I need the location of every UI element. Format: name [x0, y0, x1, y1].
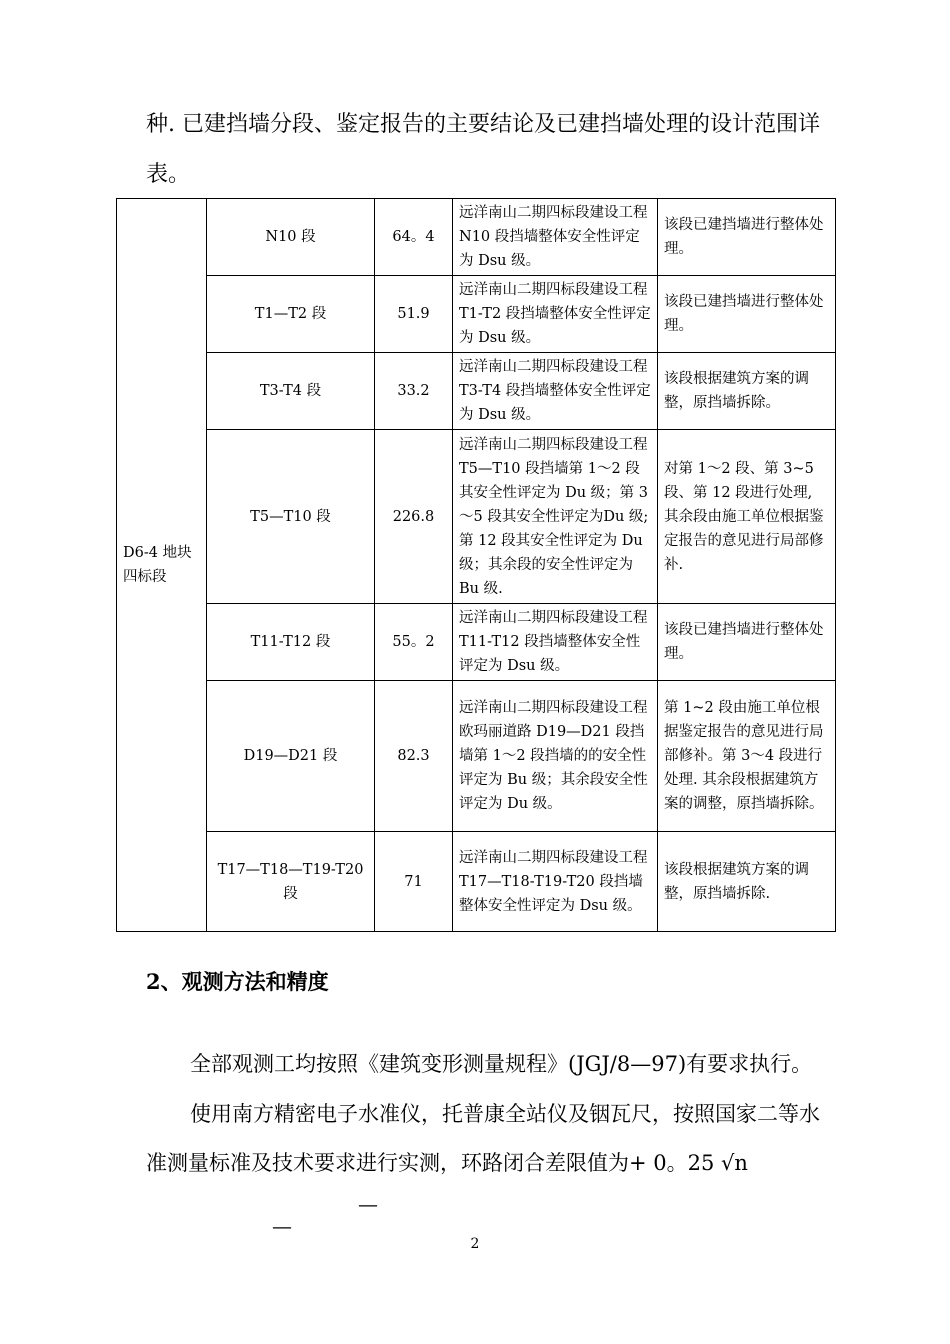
treatment-cell: 该段已建挡墙进行整体处理。: [658, 199, 836, 276]
table-row: [117, 353, 836, 430]
length-cell: 226.8: [375, 430, 453, 604]
treatment-cell: 该段根据建筑方案的调整，原挡墙拆除.: [658, 832, 836, 932]
length-cell: 71: [375, 832, 453, 932]
segment-cell: T5—T10 段: [207, 430, 375, 604]
treatment-cell: 第 1~2 段由施工单位根据鉴定报告的意见进行局部修补。第 3～4 段进行处理. 其余段根据建筑方案的调整，原挡墙拆除。: [658, 681, 836, 832]
length-cell: 55。2: [375, 604, 453, 681]
section-heading: 2、观测方法和精度: [146, 969, 329, 994]
intro-paragraph: 种. 已建挡墙分段、鉴定报告的主要结论及已建挡墙处理的设计范围详表。: [146, 112, 820, 187]
conclusion-cell: 远洋南山二期四标段建设工程 T1-T2 段挡墙整体安全性评定为 Dsu 级。: [453, 276, 658, 353]
page-number: 2: [470, 1236, 480, 1252]
table-row: [117, 276, 836, 353]
segment-cell: T3-T4 段: [207, 353, 375, 430]
region-cell: D6-4 地块四标段: [117, 199, 207, 932]
treatment-cell: 该段已建挡墙进行整体处理。: [658, 604, 836, 681]
formula-dash-mark: —: [358, 1192, 378, 1216]
table-row: [117, 604, 836, 681]
treatment-cell: 该段已建挡墙进行整体处理。: [658, 276, 836, 353]
length-cell: 82.3: [375, 681, 453, 832]
length-cell: 51.9: [375, 276, 453, 353]
segment-cell: T17—T18—T19-T20 段: [207, 832, 375, 932]
conclusion-cell: 远洋南山二期四标段建设工程欧玛丽道路 D19—D21 段挡墙第 1～2 段挡墙的的安全性评定为 Bu 级；其余段安全性评定为 Du 级。: [453, 681, 658, 832]
formula-dash-mark: —: [272, 1214, 292, 1238]
body-paragraph-standard: 全部观测工均按照《建筑变形测量规程》(JGJ/8—97)有要求执行。: [190, 1052, 813, 1076]
length-cell: 33.2: [375, 353, 453, 430]
table-row: [117, 430, 836, 604]
table-row: [117, 832, 836, 932]
segment-cell: D19—D21 段: [207, 681, 375, 832]
table-row: [117, 199, 836, 276]
segment-cell: T1—T2 段: [207, 276, 375, 353]
conclusion-cell: 远洋南山二期四标段建设工程 T3-T4 段挡墙整体安全性评定为 Dsu 级。: [453, 353, 658, 430]
segment-cell: T11-T12 段: [207, 604, 375, 681]
body-paragraph-method: 使用南方精密电子水准仪，托普康全站仪及铟瓦尺，按照国家二等水准测量标准及技术要求进行实测，环路闭合差限值为+ 0。25 √n: [146, 1102, 820, 1175]
length-cell: 64。4: [375, 199, 453, 276]
segment-cell: N10 段: [207, 199, 375, 276]
conclusion-cell: 远洋南山二期四标段建设工程 T17—T18-T19-T20 段挡墙整体安全性评定为 Dsu 级。: [453, 832, 658, 932]
conclusion-cell: 远洋南山二期四标段建设工程 T5—T10 段挡墙第 1～2 段其安全性评定为 Du 级；第 3～5 段其安全性评定为Du 级;第 12 段其安全性评定为 Du 级；其余段的安全性评定为 Bu 级.: [453, 430, 658, 604]
treatment-cell: 对第 1～2 段、第 3~5 段、第 12 段进行处理, 其余段由施工单位根据鉴定报告的意见进行局部修补.: [658, 430, 836, 604]
conclusion-cell: 远洋南山二期四标段建设工程 N10 段挡墙整体安全性评定为 Dsu 级。: [453, 199, 658, 276]
conclusion-cell: 远洋南山二期四标段建设工程 T11-T12 段挡墙整体安全性评定为 Dsu 级。: [453, 604, 658, 681]
table-row: [117, 681, 836, 832]
retaining-wall-table: [116, 198, 836, 932]
treatment-cell: 该段根据建筑方案的调整，原挡墙拆除。: [658, 353, 836, 430]
